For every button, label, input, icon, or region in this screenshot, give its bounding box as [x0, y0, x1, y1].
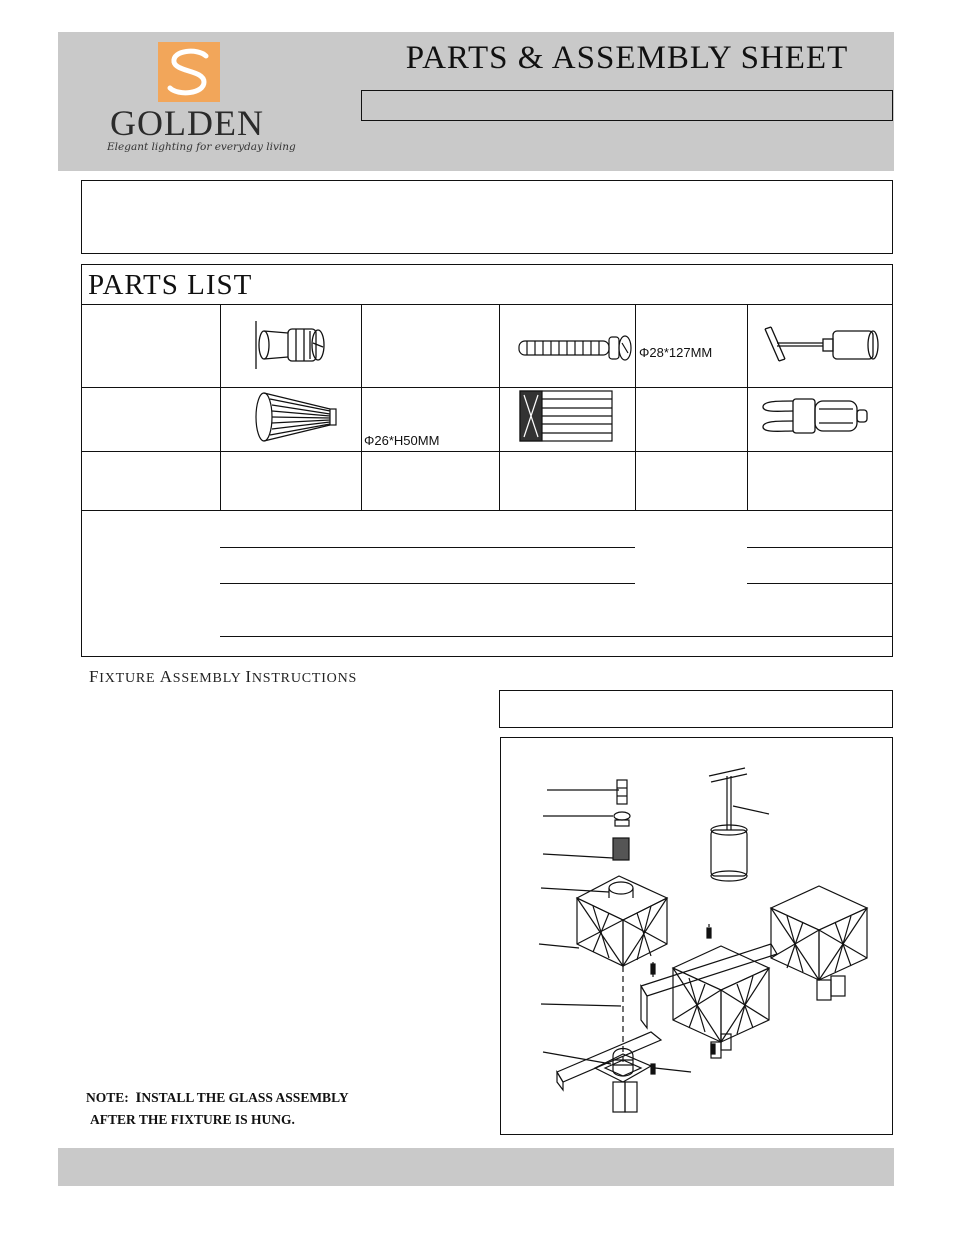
table-rule	[635, 304, 636, 511]
form-line	[220, 547, 635, 548]
logo-mark-icon	[158, 42, 220, 102]
logo-tagline: Elegant lighting for everyday living	[107, 141, 296, 153]
diagram-label-box	[499, 690, 893, 728]
model-number-box[interactable]	[361, 90, 893, 121]
footer-band	[58, 1148, 894, 1186]
form-line	[220, 583, 635, 584]
part-dimension: Φ28*127MM	[639, 345, 713, 360]
page-title: PARTS & ASSEMBLY SHEET	[405, 40, 849, 76]
table-rule	[220, 304, 221, 511]
table-rule	[361, 304, 362, 511]
parts-list-table	[81, 264, 893, 657]
form-line	[220, 636, 892, 637]
table-rule	[82, 510, 892, 511]
table-rule	[499, 304, 500, 511]
table-rule	[82, 304, 892, 305]
glass-panel-icon	[518, 389, 614, 443]
logo-name: GOLDEN	[110, 103, 264, 143]
parts-list-title: PARTS LIST	[88, 269, 253, 301]
table-rule	[82, 451, 892, 452]
table-rule	[82, 387, 892, 388]
socket-rod-icon	[757, 321, 885, 369]
assembly-diagram	[500, 737, 893, 1135]
table-rule	[747, 304, 748, 511]
assembly-instructions-heading: FIXTURE ASSEMBLY INSTRUCTIONS	[89, 667, 358, 686]
part-dimension: Φ26*H50MM	[364, 433, 440, 448]
golden-logo	[95, 40, 296, 165]
form-line	[747, 547, 892, 548]
exploded-assembly-icon	[501, 738, 892, 1134]
info-box	[81, 180, 893, 254]
threaded-nipple-icon	[252, 317, 334, 373]
g9-bulb-icon	[759, 393, 885, 439]
note-text: NOTE: INSTALL THE GLASS ASSEMBLY AFTER THE FIXTURE IS HUNG.	[86, 1090, 349, 1127]
wire-nut-icon	[252, 389, 342, 445]
form-line	[747, 583, 892, 584]
long-screw-icon	[515, 331, 635, 365]
